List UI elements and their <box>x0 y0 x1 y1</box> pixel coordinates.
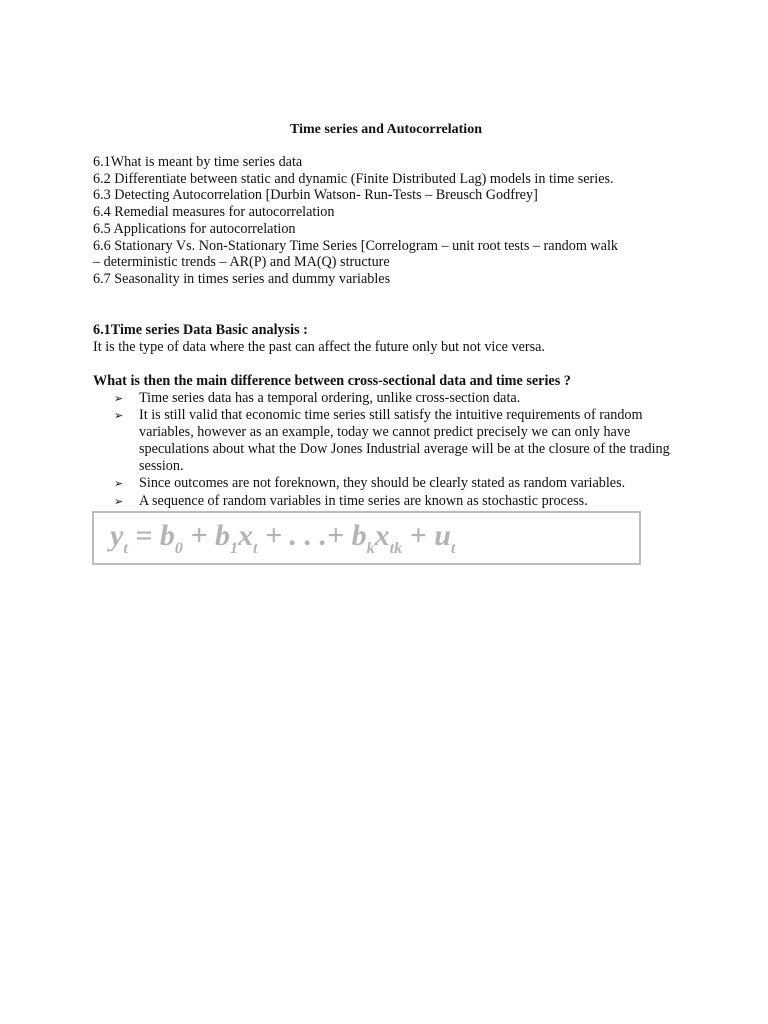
formula-subscript: tk <box>389 540 403 557</box>
arrow-bullet-icon: ➢ <box>114 477 124 491</box>
formula-term: x <box>238 519 253 552</box>
formula-term: x <box>374 519 390 552</box>
toc-item: 6.1What is meant by time series data <box>93 154 303 170</box>
formula-term: + u <box>402 519 451 552</box>
toc-item: 6.6 Stationary Vs. Non-Stationary Time Series [Correlogram – unit root tests – random walk <box>93 237 619 254</box>
toc-item: 6.7 Seasonality in times series and dummy variables <box>93 270 391 287</box>
formula-subscript: t <box>450 540 456 557</box>
bullet-item <box>114 407 684 475</box>
bullet-item <box>114 390 684 407</box>
arrow-bullet-icon: ➢ <box>114 409 124 423</box>
section-intro: It is the type of data where the past can affect the future only but not vice versa. <box>93 339 545 355</box>
formula-term: y <box>110 519 124 552</box>
bullet-list <box>114 390 684 510</box>
bullet-text: It is still valid that economic time series still satisfy the intuitive requirements of random variables, however as an example, today we cannot predict precisely we can only have speculations about what the Dow Jones Industrial average will be at the closure of the trading session. <box>139 407 670 475</box>
toc-item: 6.3 Detecting Autocorrelation [Durbin Watson- Run-Tests – Breusch Godfrey] <box>93 187 538 204</box>
formula-subscript: 1 <box>230 540 238 557</box>
formula-subscript: t <box>253 540 258 557</box>
arrow-bullet-icon: ➢ <box>114 392 124 405</box>
formula-box <box>92 511 641 565</box>
regression-formula <box>110 519 455 566</box>
toc-item-continuation: – deterministic trends – AR(P) and MA(Q) structure <box>93 254 390 271</box>
bullet-text: Since outcomes are not foreknown, they should be clearly stated as random variables. <box>139 475 626 492</box>
formula-term: + . . .+ b <box>257 519 367 552</box>
bullet-text: Time series data has a temporal ordering, unlike cross-section data. <box>139 390 521 406</box>
formula-term: + b <box>182 519 230 552</box>
bullet-item <box>114 475 684 492</box>
toc-item: 6.5 Applications for autocorrelation <box>93 220 296 237</box>
question-heading: What is then the main difference between cross-sectional data and time series ? <box>93 373 571 389</box>
bullet-item <box>114 493 684 510</box>
section-heading: 6.1Time series Data Basic analysis : <box>93 322 308 338</box>
bullet-text: A sequence of random variables in time series are known as stochastic process. <box>139 492 588 509</box>
formula-subscript: 0 <box>174 540 183 557</box>
table-of-contents <box>93 154 683 288</box>
toc-item: 6.2 Differentiate between static and dynamic (Finite Distributed Lag) models in time series. <box>93 170 614 187</box>
formula-subscript: t <box>123 540 128 557</box>
arrow-bullet-icon: ➢ <box>114 494 124 508</box>
formula-subscript: k <box>366 540 375 557</box>
formula-term: = b <box>127 519 175 552</box>
toc-item: 6.4 Remedial measures for autocorrelation <box>93 204 335 221</box>
document-title: Time series and Autocorrelation <box>290 122 482 137</box>
